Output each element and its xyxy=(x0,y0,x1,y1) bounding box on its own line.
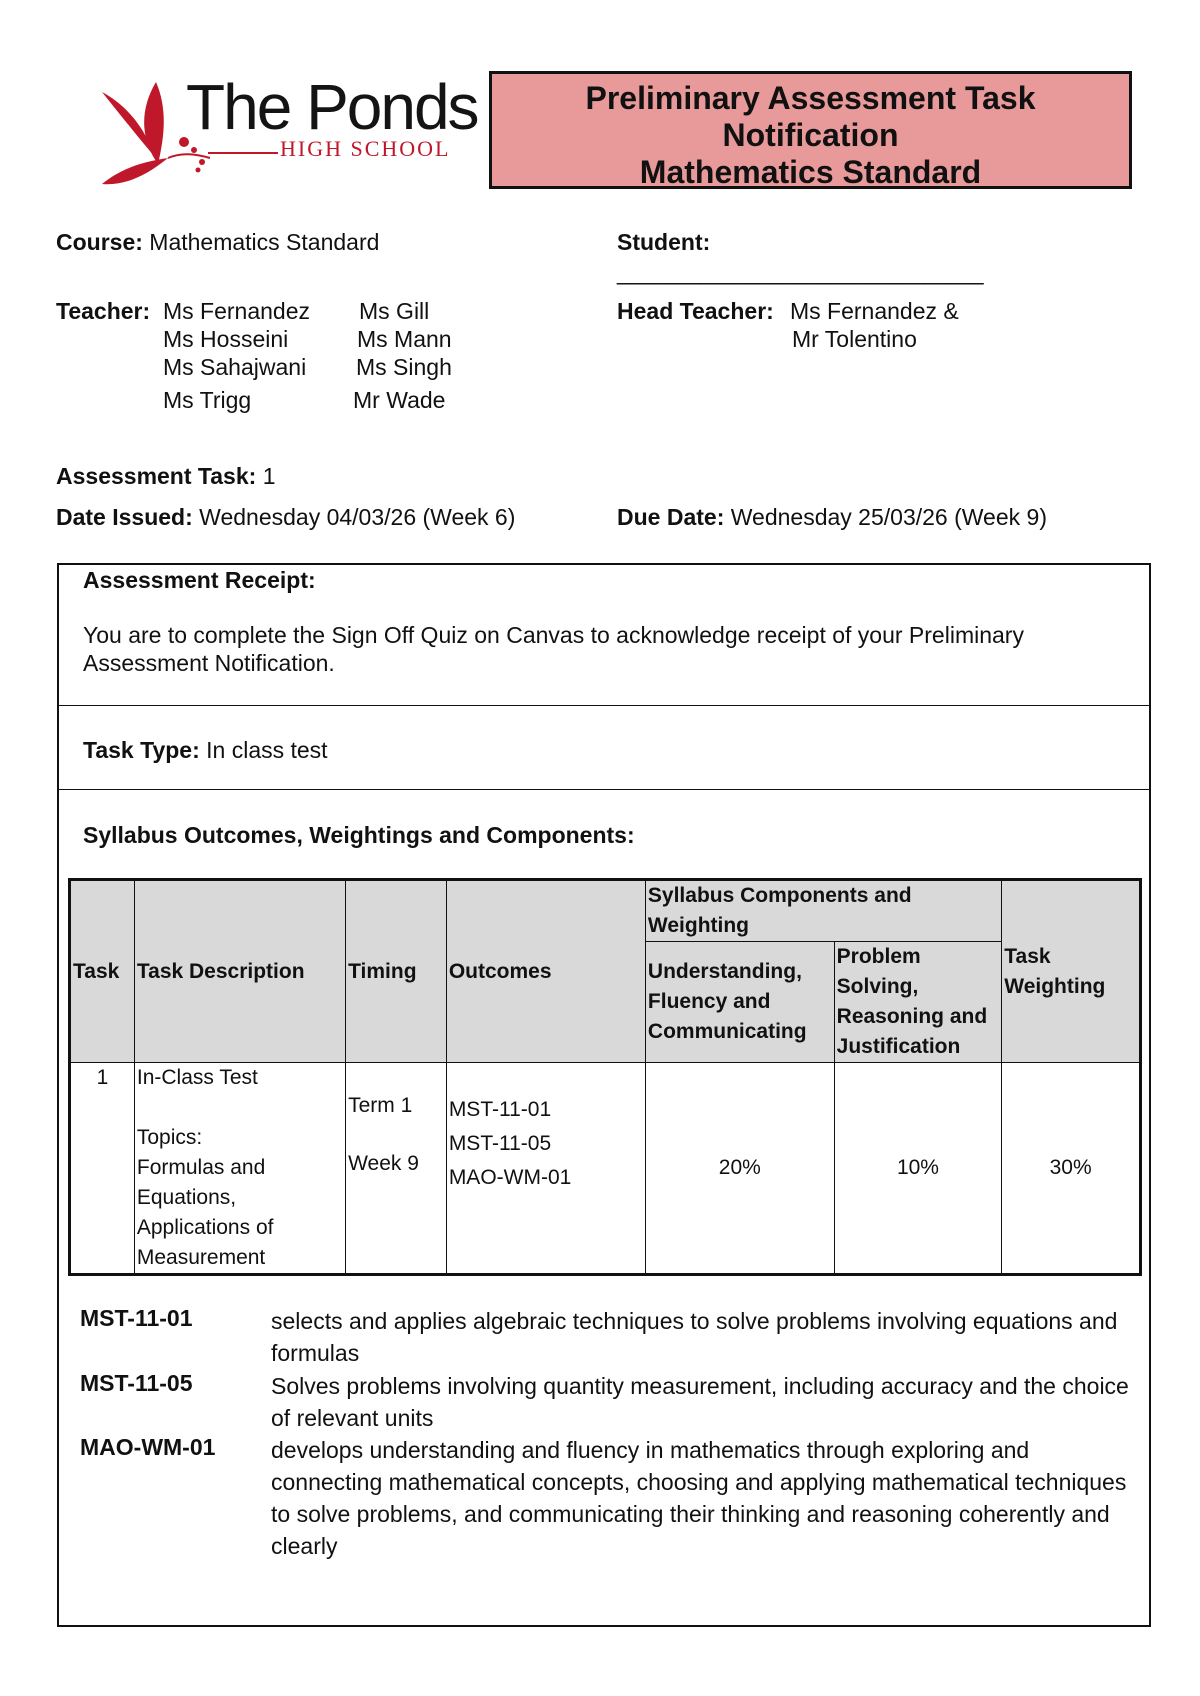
teacher-3: Ms Hosseini xyxy=(163,326,289,352)
teacher-4: Ms Mann xyxy=(357,326,452,352)
header-outcomes: Outcomes xyxy=(446,880,645,1063)
outcome-code: MST-11-01 xyxy=(448,1098,552,1121)
task-type-label: Task Type: xyxy=(83,737,200,763)
head-teacher-line-1: Ms Fernandez & xyxy=(790,298,959,324)
title-line-1: Preliminary Assessment Task xyxy=(585,80,1036,116)
head-teacher-label: Head Teacher: xyxy=(617,298,774,324)
header-task-weighting: Task Weighting xyxy=(1002,880,1141,1063)
outcome-description-text: selects and applies algebraic techniques to solve problems involving equations and formulas xyxy=(271,1308,1118,1366)
timing-week: Week 9 xyxy=(348,1152,419,1175)
header-task-description: Task Description xyxy=(134,880,345,1063)
teacher-7: Ms Trigg xyxy=(163,387,252,413)
title-line-2: Notification xyxy=(722,117,899,153)
date-issued-field xyxy=(56,503,515,531)
header-components-group: Syllabus Components and Weighting xyxy=(645,880,1001,942)
teacher-1: Ms Fernandez xyxy=(163,298,311,324)
student-label: Student: xyxy=(617,229,711,255)
course-value: Mathematics Standard xyxy=(149,229,380,255)
logo-name: The Ponds xyxy=(186,71,478,143)
logo-subtitle: HIGH SCHOOL xyxy=(280,136,451,161)
title-line-3: Mathematics Standard xyxy=(639,154,982,190)
due-date-label: Due Date: xyxy=(617,504,725,530)
table-row xyxy=(70,1063,1141,1275)
assessment-task-value: 1 xyxy=(262,463,276,489)
teacher-2: Ms Gill xyxy=(359,298,430,324)
cell-timing xyxy=(346,1063,447,1275)
description-topics: Formulas and Equations, Applications of Measurement xyxy=(136,1156,274,1269)
teacher-8: Mr Wade xyxy=(353,387,446,413)
receipt-text-line-1: You are to complete the Sign Off Quiz on Canvas to acknowledge receipt of your Preliminary xyxy=(83,622,1024,648)
teacher-label: Teacher: xyxy=(56,298,151,324)
document-title-box xyxy=(489,71,1132,189)
syllabus-heading: Syllabus Outcomes, Weightings and Components: xyxy=(83,822,635,848)
assessment-task-label: Assessment Task: xyxy=(56,463,257,489)
head-teacher-line-2: Mr Tolentino xyxy=(792,326,917,352)
outcome-description-text: Solves problems involving quantity measurement, including accuracy and the choice of relevant units xyxy=(271,1373,1129,1431)
date-issued-label: Date Issued: xyxy=(56,504,193,530)
logo-divider xyxy=(208,152,278,154)
header-problem-solving: Problem Solving, Reasoning and Justification xyxy=(834,942,1002,1063)
description-title: In-Class Test xyxy=(136,1066,258,1089)
cell-task: 1 xyxy=(70,1063,135,1275)
outcomes-table xyxy=(68,878,1142,1276)
header-task: Task xyxy=(70,880,135,1063)
task-type-value: In class test xyxy=(206,737,328,763)
table-header-row xyxy=(70,880,1141,942)
timing-term: Term 1 xyxy=(348,1094,413,1117)
course-field xyxy=(56,228,379,256)
cell-task-description xyxy=(134,1063,345,1275)
due-date-field xyxy=(617,503,1047,531)
outcome-description-code: MAO-WM-01 xyxy=(80,1434,216,1460)
description-topics-label: Topics: xyxy=(136,1126,203,1149)
course-label: Course: xyxy=(56,229,143,255)
outcome-code: MST-11-05 xyxy=(448,1132,552,1155)
date-issued-value: Wednesday 04/03/26 (Week 6) xyxy=(199,504,516,530)
outcome-description-code: MST-11-01 xyxy=(80,1305,193,1331)
header-understanding-fluency: Understanding, Fluency and Communicating xyxy=(645,942,834,1063)
outcome-description-code: MST-11-05 xyxy=(80,1370,193,1396)
outcome-code: MAO-WM-01 xyxy=(448,1166,572,1189)
receipt-text-line-2: Assessment Notification. xyxy=(83,650,335,676)
receipt-heading: Assessment Receipt: xyxy=(83,567,316,593)
cell-task-weighting: 30% xyxy=(1002,1063,1141,1275)
section-divider xyxy=(57,789,1151,790)
due-date-value: Wednesday 25/03/26 (Week 9) xyxy=(730,504,1047,530)
assessment-task-field xyxy=(56,462,275,490)
header-timing: Timing xyxy=(346,880,447,1063)
teacher-5: Ms Sahajwani xyxy=(163,354,307,380)
outcome-description-text: develops understanding and fluency in mathematics through exploring and connecting mathematical concepts, choosing and applying mathematical techniques to solve problems, and communicating their thinking and reasoning coherently and clearly xyxy=(271,1437,1127,1559)
cell-problem-solving-weight: 10% xyxy=(834,1063,1002,1275)
cell-outcomes xyxy=(446,1063,645,1275)
school-logo xyxy=(98,71,478,190)
student-name-line: _______________________________ xyxy=(617,259,983,285)
task-type-field xyxy=(83,736,328,764)
section-divider xyxy=(57,705,1151,706)
teacher-6: Ms Singh xyxy=(356,354,452,380)
cell-understanding-weight: 20% xyxy=(645,1063,834,1275)
